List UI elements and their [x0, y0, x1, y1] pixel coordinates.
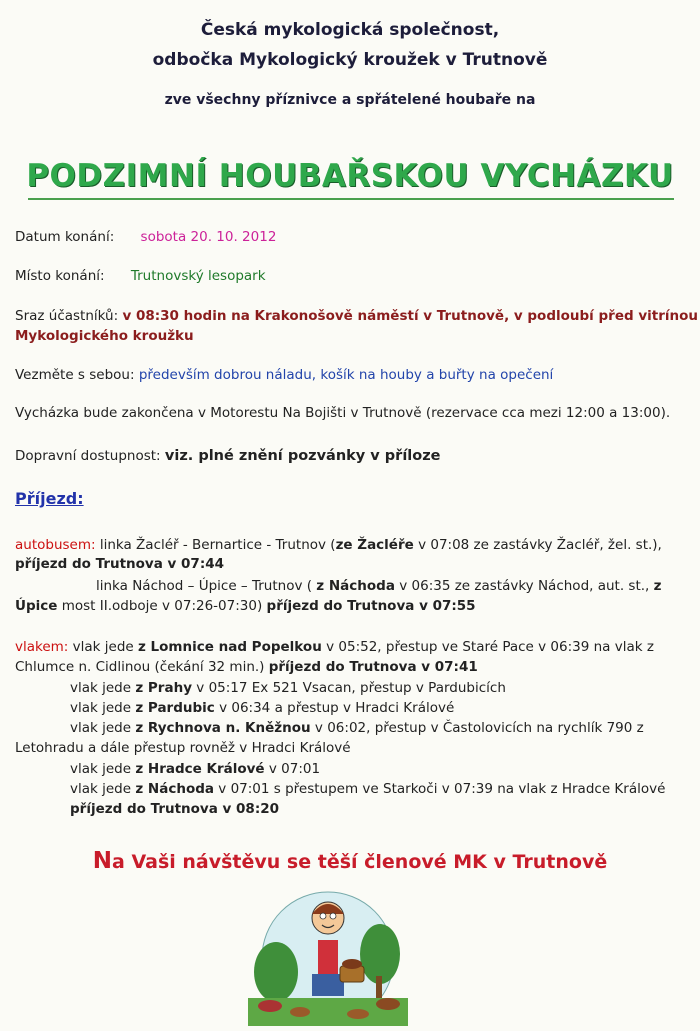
train-text-7c: v 07:01 — [264, 761, 321, 777]
train-text-7a: vlak jede — [70, 761, 136, 777]
closing-line — [0, 848, 700, 874]
date-row — [15, 229, 276, 245]
mushroom-picker-illustration — [248, 880, 408, 1026]
bring-row — [15, 367, 553, 383]
place-label: Místo konání: — [15, 268, 105, 284]
train-text-8c: v 07:01 s přestupem ve Starkoči v 07:39 na vlak z Hradce Králové — [214, 781, 666, 797]
bus-route-2: linka Náchod – Úpice – Trutnov ( — [96, 578, 317, 594]
train-line-5 — [70, 719, 644, 737]
train-text-4c: v 06:34 a přestup v Hradci Králové — [214, 700, 455, 716]
bus-from-upice: z — [653, 578, 662, 594]
meet-row — [15, 308, 698, 324]
date-value: sobota 20. 10. 2012 — [140, 229, 277, 245]
transport-row — [15, 448, 441, 464]
train-origin-1: z Lomnice nad Popelkou — [138, 639, 322, 655]
meet-label: Sraz účastníků: — [15, 308, 119, 324]
bus-detail-2: v 06:35 ze zastávky Náchod, aut. st., — [394, 578, 654, 594]
train-line-8 — [70, 780, 665, 798]
closing-text: a Vaši návštěvu se těší členové MK v Trutnově — [112, 851, 608, 873]
train-text-1a: vlak jede — [68, 639, 138, 655]
bus-label: autobusem: — [15, 537, 96, 553]
title-underline — [28, 198, 674, 200]
train-origin-3: z Prahy — [135, 680, 192, 696]
end-row: Vycházka bude zakončena v Motorestu Na Bojišti v Trutnově (rezervace cca mezi 12:00 a 13:00). — [15, 405, 671, 421]
train-line-7 — [70, 760, 320, 778]
transport-value: viz. plné znění pozvánky v příloze — [164, 448, 441, 464]
page-title: PODZIMNÍ HOUBAŘSKOU VYCHÁZKU — [26, 158, 674, 194]
train-text-5c: v 06:02, přestup v Častolovicích na rychlík 790 z — [310, 720, 644, 736]
bring-label: Vezměte s sebou: — [15, 367, 135, 383]
bus-line-1 — [15, 536, 662, 554]
header-invite: zve všechny příznivce a spřátelené houbaře na — [164, 92, 536, 108]
transport-label: Dopravní dostupnost: — [15, 448, 161, 464]
train-text-3c: v 05:17 Ex 521 Vsacan, přestup v Pardubicích — [192, 680, 506, 696]
header-branch: odbočka Mykologický kroužek v Trutnově — [152, 50, 548, 70]
train-line-4 — [70, 699, 454, 717]
bring-value: především dobrou náladu, košík na houby a buřty na opečení — [138, 367, 554, 383]
bus-line-4 — [15, 597, 476, 615]
bus-origin-2: z Náchoda — [316, 578, 395, 594]
arrival-heading: Příjezd: — [15, 489, 84, 508]
train-line-2 — [15, 658, 478, 676]
train-arrival-1: příjezd do Trutnova v 07:41 — [268, 659, 478, 675]
train-origin-4: z Pardubic — [135, 700, 215, 716]
bus-origin-1: ze Žacléře — [335, 537, 414, 553]
train-origin-5: z Rychnova n. Kněžnou — [135, 720, 311, 736]
bus-line-2: příjezd do Trutnova v 07:44 — [15, 556, 225, 572]
meet-value-2: Mykologického kroužku — [15, 328, 194, 344]
date-label: Datum konání: — [15, 229, 115, 245]
train-line-1 — [15, 638, 654, 656]
train-origin-7: z Hradce Králové — [135, 761, 265, 777]
meet-value: v 08:30 hodin na Krakonošově náměstí v Trutnově, v podloubí před vitrínou — [122, 308, 699, 324]
bus-route-1: linka Žacléř - Bernartice - Trutnov ( — [99, 537, 336, 553]
train-text-4a: vlak jede — [70, 700, 136, 716]
bus-origin-upice: Úpice — [15, 598, 58, 614]
bus-detail-3: most II.odboje v 07:26-07:30) — [57, 598, 267, 614]
train-text-8a: vlak jede — [70, 781, 136, 797]
train-line-6: Letohradu a dále přestup rovněž v Hradci Králové — [15, 740, 351, 756]
bus-line-3 — [96, 577, 661, 595]
meet-row-cont — [15, 328, 194, 344]
train-text-5a: vlak jede — [70, 720, 136, 736]
place-row — [15, 268, 266, 284]
bus-arrival-2: příjezd do Trutnova v 07:55 — [266, 598, 476, 614]
train-text-2a: Chlumce n. Cidlinou (čekání 32 min.) — [15, 659, 269, 675]
train-label: vlakem: — [15, 639, 69, 655]
train-origin-8: z Náchoda — [135, 781, 214, 797]
closing-initial: N — [92, 848, 113, 874]
train-line-9: příjezd do Trutnova v 08:20 — [70, 801, 280, 817]
place-value: Trutnovský lesopark — [130, 268, 266, 284]
train-line-3 — [70, 679, 506, 697]
bus-detail-1: v 07:08 ze zastávky Žacléř, žel. st.), — [413, 537, 662, 553]
train-text-1c: v 05:52, přestup ve Staré Pace v 06:39 na vlak z — [321, 639, 654, 655]
header-society: Česká mykologická společnost, — [200, 20, 500, 40]
train-text-3a: vlak jede — [70, 680, 136, 696]
